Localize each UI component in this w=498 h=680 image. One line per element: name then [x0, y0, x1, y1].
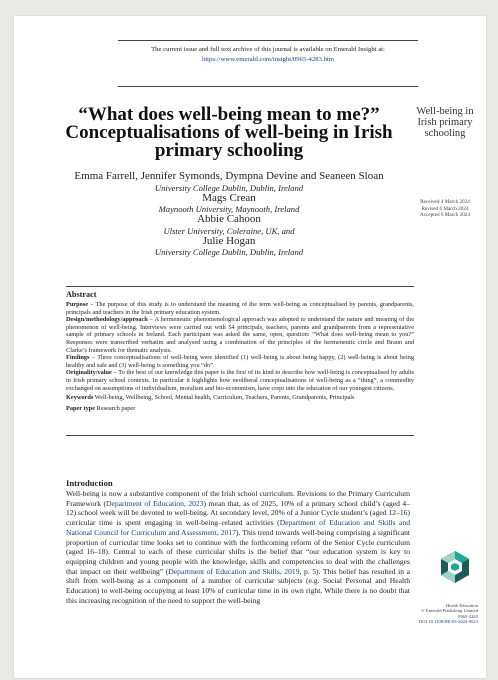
author-names-4: Julie Hogan [202, 234, 256, 247]
affiliation-4: University College Dublin, Dublin, Ireland [154, 247, 304, 257]
revised-date: Revised 6 March 2024 [421, 205, 469, 212]
abstract-heading: Abstract [66, 290, 97, 299]
doi-link[interactable]: 10.1108/HE-03-2024-0023 [428, 619, 478, 625]
author-names-1: Emma Farrell, Jennifer Symonds, Dympna Devine and Seaneen Sloan [74, 170, 384, 182]
doi-label: DOI [418, 619, 429, 625]
author-names-2: Mags Crean [202, 191, 256, 204]
imprint-doi [406, 619, 478, 624]
abstract-section [66, 286, 414, 436]
abstract-purpose [66, 301, 414, 316]
affiliation-1: University College Dublin, Dublin, Ireland [154, 182, 304, 193]
author-block [54, 171, 404, 257]
intro-text-1: Well-being is now a substantive component of the Irish school curriculum. Revisions to the Primary Curriculum Framework ( [66, 489, 410, 508]
received-date: Received 4 March 2024 [420, 199, 470, 205]
purpose-text: – The purpose of this study is to understand the meaning of the term well-being as conceptualised by parents, grandparents, principals and teachers in the Irish primary education system. [66, 301, 414, 316]
intro-text-2: ) mean that, as of 2025, 10% of a primary school child’s (aged 4–12) school week will be devoted to well-being. At secondary level, 20% of a Junior Cycle student’s (aged 12–16) curricular time is spent engaging in well-being–related activities ( [66, 498, 410, 528]
abstract-keywords [66, 394, 414, 402]
abstract-originality [66, 369, 414, 392]
paper-title: “What does well-being mean to me?” Conceptualisations of well-being in Irish primary schooling [65, 104, 393, 161]
imprint-publisher: © Emerald Publishing Limited [421, 608, 478, 614]
abstract-design [66, 316, 414, 354]
publisher-logo-icon [440, 550, 470, 584]
paper-type-label: Paper type [66, 404, 96, 412]
affiliation-2: Maynooth University, Maynooth, Ireland [158, 204, 300, 214]
introduction-paragraph [66, 489, 410, 605]
design-text: – A hermeneutic phenomenological approach was adopted to understand the nature and meaning of the phenomenon of well-being. Interviews were carried out with 54 principals, teachers, parents and grandparents from a representative sample of primary schools in Ireland. Each participant was asked the same, open, question: “What does well-being mean to you?” Responses were transcribed verbatim and analysed using a combination of the principles of the hermeneutic circle and Braun and Clarke’s framework for thematic analysis. [66, 316, 414, 354]
intro-text-3: ). This trend towards well-being comprising a significant proportion of curricular time looks set to continue with the forthcoming reform of the Senior Cycle curriculum (aged 16–18). Central to each of these curricular shifts is the belief that “our education system is key to equipping children and young people with the knowledge, skills and competencies to deal with the challenges that impact on their wellbeing” ( [66, 527, 410, 576]
paper-type-text: Research paper [95, 404, 136, 412]
findings-label: Findings [66, 354, 90, 362]
introduction-section [66, 478, 410, 605]
imprint-journal: Health Education [445, 603, 478, 608]
journal-availability-box [118, 40, 418, 87]
imprint-issn: 0965-4283 [458, 613, 478, 619]
keywords-text: Well-being, Wellbeing, School, Mental health, Curriculum, Teachers, Parents, Grandparents, Principals [93, 394, 355, 402]
imprint-block [406, 603, 478, 625]
purpose-label: Purpose [66, 301, 89, 308]
citation-link-1[interactable]: Department of Education, 2023 [106, 498, 204, 508]
affiliation-3: Ulster University, Coleraine, UK, and [163, 225, 295, 236]
originality-text: – To the best of our knowledge this paper is the first of its kind to describe how well-being is conceptualised by adults in Irish primary school contexts. In particular it highlights how neoliberal conceptualisations of well-being as a “thing”, a commodity exchanged on assumptions of individualism, moralism and bio-economism, have crept into the education of our youngest citizens. [66, 369, 414, 392]
introduction-heading: Introduction [66, 478, 113, 488]
abstract-paper-type [66, 405, 414, 413]
journal-url-link[interactable]: https://www.emerald.com/insight/0965-4283.htm [201, 56, 334, 63]
abstract-findings [66, 354, 414, 369]
paper-page [14, 16, 486, 678]
design-label: Design/methodology/approach [66, 316, 148, 324]
running-title: Well-being in Irish primary schooling [416, 106, 474, 139]
submission-dates [410, 199, 480, 219]
originality-label: Originality/value [66, 369, 112, 377]
accepted-date: Accepted 6 March 2024 [420, 212, 470, 218]
keywords-label: Keywords [66, 394, 94, 402]
citation-link-3[interactable]: Department of Education and Skills, 2019 [168, 566, 300, 576]
intro-text-4: , p. 5). This belief has resulted in a shift from well-being as a component of a number of curricular subjects (e.g. Social Personal and Health Education) to well-being occupying at least 10% of curricular time in its own right. While there is no doubt that this increasing recognition of the need to support the well-being [66, 566, 411, 605]
author-names-3: Abbie Cahoon [197, 213, 261, 225]
findings-text: – Three conceptualisations of well-being were identified (1) well-being is about being happy, (2) well-being is about being healthy and safe and (3) well-being is something you “do”. [66, 354, 414, 369]
availability-text: The current issue and full text archive of this journal is available on Emerald Insight at: [151, 46, 385, 53]
citation-link-2[interactable]: Department of Education and Skills and National Council for Curriculum and Assessment, 2017 [66, 518, 411, 537]
